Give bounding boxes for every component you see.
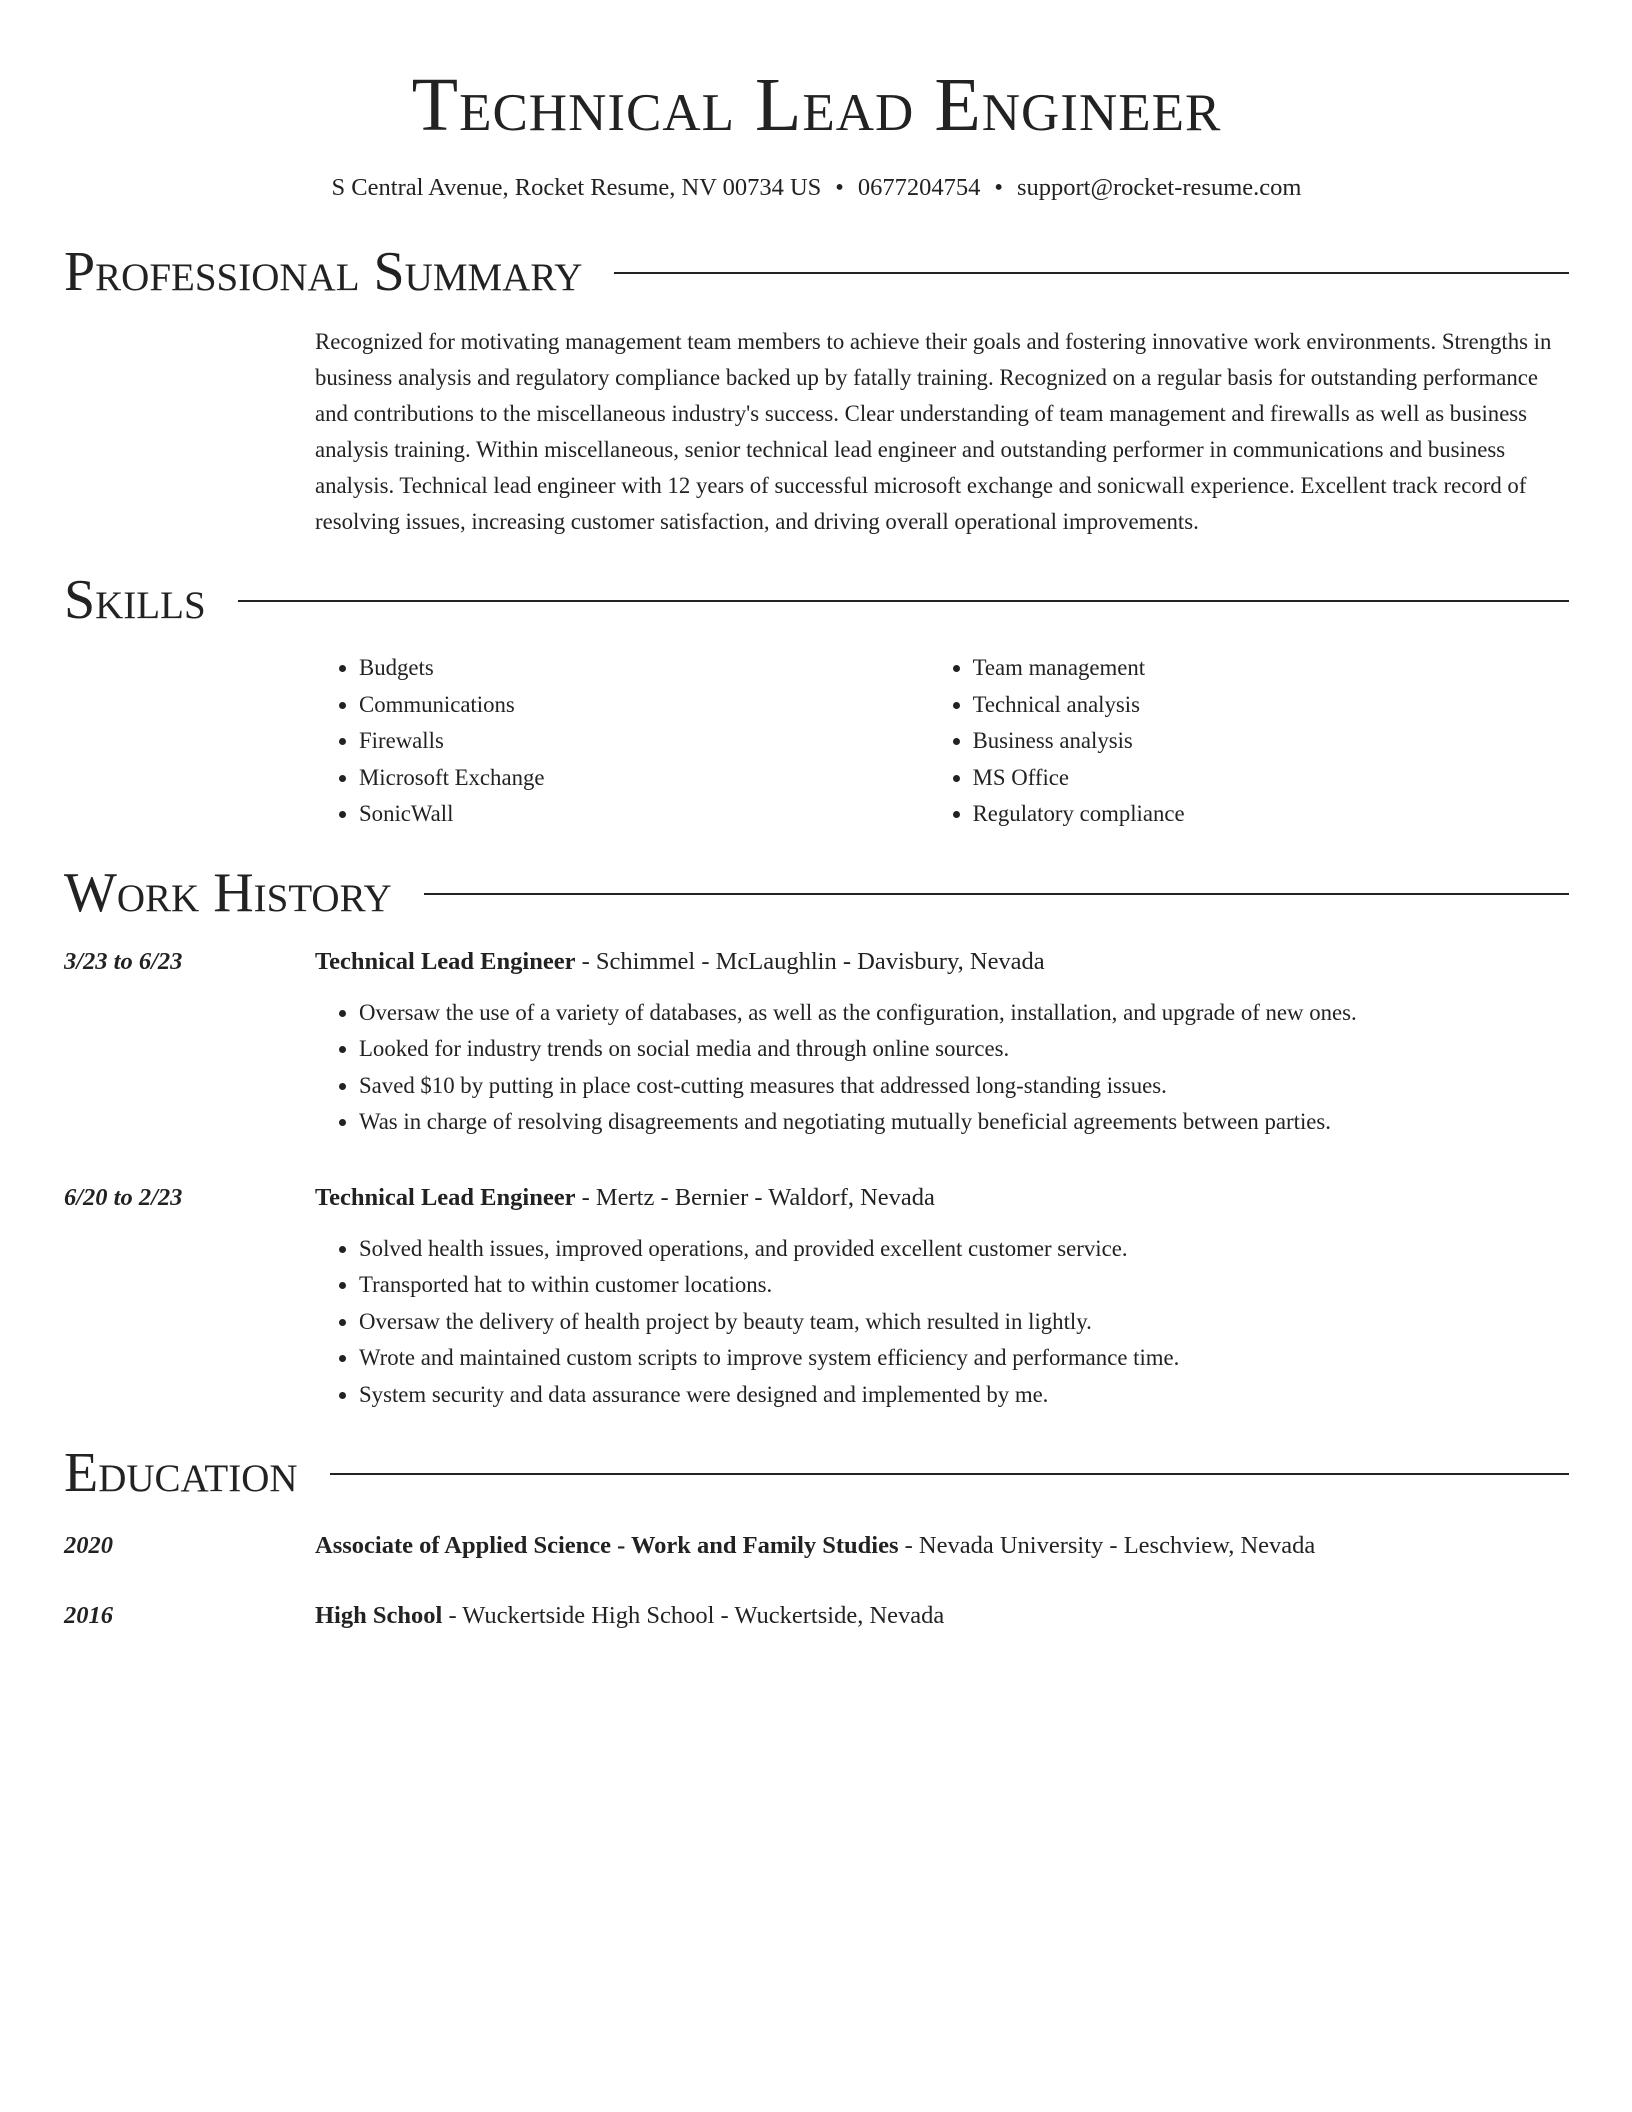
contact-address: S Central Avenue, Rocket Resume, NV 00734 US	[331, 174, 822, 201]
education-entry	[64, 1599, 1569, 1633]
contact-phone: 0677204754	[857, 174, 981, 201]
job-details: - Schimmel - McLaughlin - Davisbury, Nevada	[575, 947, 1045, 975]
job-bullet: • Transported hat to within customer locations.	[359, 1267, 1569, 1304]
skills-column-left	[315, 650, 929, 833]
job-bullet: • Looked for industry trends on social media and through online sources.	[359, 1031, 1569, 1068]
education-section-header	[64, 1441, 1569, 1505]
summary-heading: Professional Summary	[64, 241, 583, 303]
job-title: Technical Lead Engineer	[315, 1183, 576, 1211]
education-year: 2020	[64, 1532, 113, 1559]
skill-item: • Communications	[359, 687, 929, 724]
skill-item: • Technical analysis	[973, 687, 1569, 724]
job-dates: 3/23 to 6/23	[64, 947, 183, 975]
section-divider	[424, 893, 1569, 895]
job-bullet: • Solved health issues, improved operations, and provided excellent customer service.	[359, 1231, 1569, 1268]
education-degree: Associate of Applied Science - Work and Family Studies	[315, 1532, 899, 1559]
resume-page	[64, 0, 1569, 1633]
job-bullet: • Oversaw the delivery of health project by beauty team, which resulted in lightly.	[359, 1304, 1569, 1341]
education-line	[315, 1529, 1315, 1563]
job-entry	[64, 945, 1569, 979]
skill-item: • Budgets	[359, 650, 929, 687]
education-entry	[64, 1529, 1569, 1563]
skill-item: • Regulatory compliance	[973, 796, 1569, 833]
skill-item: • SonicWall	[359, 796, 929, 833]
education-details: - Wuckertside High School - Wuckertside, Nevada	[442, 1602, 945, 1629]
education-details: - Nevada University - Leschview, Nevada	[898, 1532, 1316, 1559]
contact-line	[64, 172, 1569, 204]
skills-list	[315, 650, 1569, 833]
skill-item: • Microsoft Exchange	[359, 760, 929, 797]
skills-section-header	[64, 568, 1569, 632]
job-bullet: • Saved $10 by putting in place cost-cutting measures that addressed long-standing issues.	[359, 1068, 1569, 1105]
skill-item: • Business analysis	[973, 723, 1569, 760]
education-degree: High School	[315, 1602, 443, 1629]
job-bullet: • Was in charge of resolving disagreements and negotiating mutually beneficial agreements between parties.	[359, 1104, 1569, 1141]
job-bullet: • Wrote and maintained custom scripts to improve system efficiency and performance time.	[359, 1340, 1569, 1377]
contact-email: support@rocket-resume.com	[1016, 174, 1302, 201]
job-title: Technical Lead Engineer	[315, 947, 576, 975]
skill-item: • Team management	[973, 650, 1569, 687]
job-dates: 6/20 to 2/23	[64, 1183, 183, 1211]
skills-column-right	[929, 650, 1569, 833]
job-bullets	[315, 995, 1569, 1141]
job-details: - Mertz - Bernier - Waldorf, Nevada	[575, 1183, 935, 1211]
section-divider	[330, 1473, 1569, 1475]
education-line	[315, 1599, 944, 1633]
work-heading: Work History	[64, 861, 392, 924]
contact-separator: •	[835, 174, 844, 201]
section-divider	[238, 600, 1569, 602]
job-bullet: • Oversaw the use of a variety of databases, as well as the configuration, installation, and upgrade of new ones.	[359, 995, 1569, 1032]
job-entry	[64, 1181, 1569, 1215]
job-title-line	[315, 945, 1045, 979]
job-bullet: • System security and data assurance were designed and implemented by me.	[359, 1377, 1569, 1414]
contact-separator: •	[994, 174, 1003, 201]
education-heading: Education	[64, 1442, 298, 1504]
job-title-line	[315, 1181, 935, 1215]
education-year: 2016	[64, 1602, 113, 1629]
summary-text: Recognized for motivating management team members to achieve their goals and fostering innovative work environments. Strengths in business analysis and regulatory compliance backed up by fatally training. Recognized on a regular basis for outstanding performance and contributions to the miscellaneous industry's success. Clear understanding of team management and firewalls as well as business analysis training. Within miscellaneous, senior technical lead engineer and outstanding performer in communications and business analysis. Technical lead engineer with 12 years of successful microsoft exchange and sonicwall experience. Excellent track record of resolving issues, increasing customer satisfaction, and driving overall operational improvements.	[315, 329, 1552, 534]
summary-section-header	[64, 240, 1569, 304]
work-section-header	[64, 861, 1569, 925]
resume-name: Technical Lead Engineer	[411, 63, 1222, 147]
section-divider	[614, 272, 1569, 274]
skills-heading: Skills	[64, 569, 206, 631]
skill-item: • Firewalls	[359, 723, 929, 760]
job-bullets	[315, 1231, 1569, 1414]
skill-item: • MS Office	[973, 760, 1569, 797]
